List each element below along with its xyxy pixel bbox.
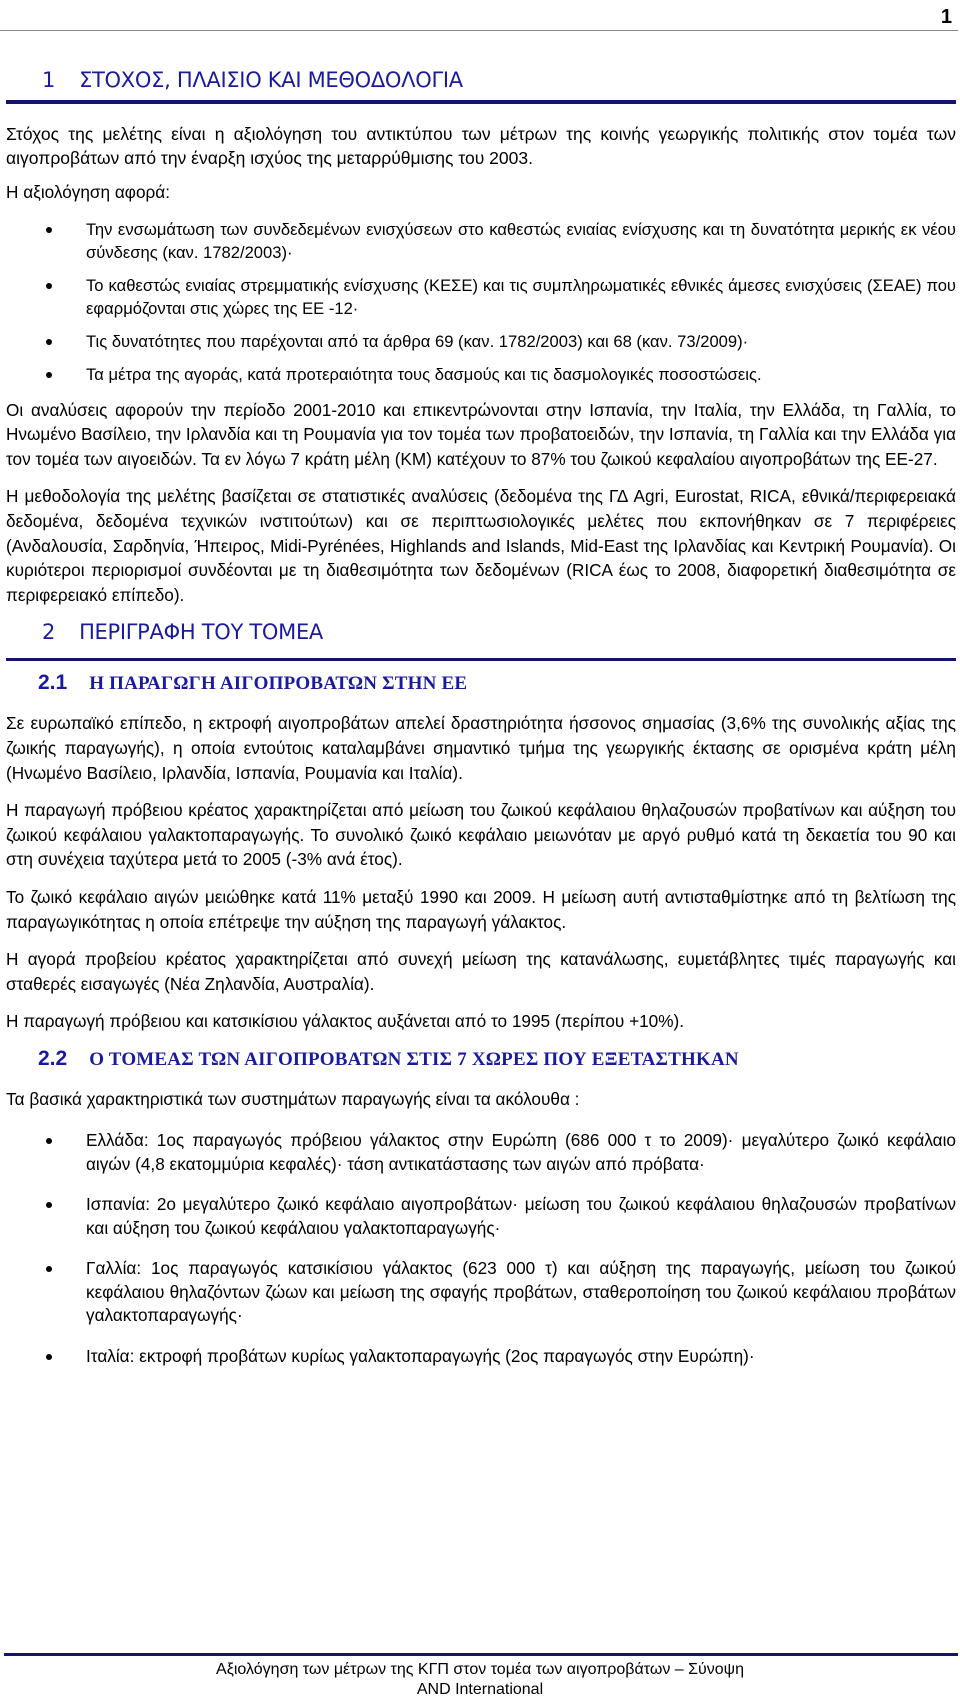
list-item: Ελλάδα: 1ος παραγωγός πρόβειου γάλακτος στην Ευρώπη (686 000 τ το 2009)· μεγαλύτερο ζωικό κεφάλαιο αιγών (4,8 εκατομμύρια κεφαλές)· τάση αντικατάστασης των αιγών από πρόβατα·	[6, 1129, 956, 1176]
page-number: 1	[940, 6, 952, 28]
section-2-title: ΠΕΡΙΓΡΑΦΗ ΤΟΥ ΤΟΜΕΑ	[79, 620, 323, 645]
evaluation-concerns-label: Η αξιολόγηση αφορά:	[6, 182, 170, 202]
section-2-heading	[6, 620, 956, 648]
analyses-paragraph: Οι αναλύσεις αφορούν την περίοδο 2001-2010 και επικεντρώνονται στην Ισπανία, την Ιταλία, την Ελλάδα, τη Γαλλία, το Ηνωμένο Βασίλειο, την Ιρλανδία και τη Ρουμανία για τον τομέα των προβατοειδών, την Ισπανία, τη Γαλλία και την Ελλάδα για τον τομέα των αιγοειδών. Τα εν λόγω 7 κράτη μέλη (ΚΜ) κατέχουν το 87% του ζωικού κεφαλαίου αιγοπροβάτων της ΕΕ-27.	[6, 399, 956, 469]
header-rule	[0, 30, 958, 31]
list-item: Ισπανία: 2ο μεγαλύτερο ζωικό κεφάλαιο αιγοπροβάτων· μείωση του ζωικού κεφάλαιου θηλαζουσών προβατίνων και αύξηση του ζωικού κεφάλαιου γαλακτοπαραγωγής·	[6, 1193, 956, 1240]
footer-title: Αξιολόγηση των μέτρων της ΚΓΠ στον τομέα των αιγοπροβάτων – Σύνοψη	[216, 1661, 744, 1678]
list-item: Την ενσωμάτωση των συνδεδεμένων ενισχύσεων στο καθεστώς ενιαίας ενίσχυσης και τη δυνατότητα μερικής εκ νέου σύνδεσης (καν. 1782/2003)·	[6, 218, 956, 264]
subsection-2-2-title: Ο ΤΟΜΕΑΣ ΤΩΝ ΑΙΓΟΠΡΟΒΑΤΩΝ ΣΤΙΣ 7 ΧΩΡΕΣ ΠΟΥ ΕΞΕΤΑΣΤΗΚΑΝ	[89, 1048, 739, 1070]
section-2-number: 2	[42, 620, 56, 645]
section-1-title: ΣΤΟΧΟΣ, ΠΛΑΙΣΙΟ ΚΑΙ ΜΕΘΟΔΟΛΟΓΙΑ	[79, 68, 463, 92]
paragraph: Το ζωικό κεφάλαιο αιγών μειώθηκε κατά 11% μεταξύ 1990 και 2009. Η μείωση αυτή αντισταθμίστηκε από τη βελτίωση της παραγωγικότητας η οποία επέτρεψε την αύξηση της παραγωγή γάλακτος.	[6, 886, 956, 932]
subsection-2-2-heading	[6, 1047, 956, 1071]
footer-organisation: AND International	[416, 1681, 544, 1698]
page-footer	[0, 1660, 960, 1700]
paragraph: Η αγορά προβείου κρέατος χαρακτηρίζεται από συνεχή μείωση της κατανάλωσης, ευμετάβλητες τιμές παραγωγής και σταθερές εισαγωγές (Νέα Ζηλανδία, Αυστραλία).	[6, 949, 956, 994]
section-1-number: 1	[42, 68, 56, 92]
subsection-2-1-heading	[6, 671, 956, 695]
list-item: Το καθεστώς ενιαίας στρεμματικής ενίσχυσης (ΚΕΣΕ) και τις συμπληρωματικές εθνικές άμεσες ενισχύσεις (ΣΕΑΕ) που εφαρμόζονται στις χώρες της ΕΕ -12·	[6, 274, 956, 320]
paragraph: Η παραγωγή πρόβειου και κατσικίσιου γάλακτος αυξάνεται από το 1995 (περίπου +10%).	[6, 1011, 685, 1032]
paragraph: Σε ευρωπαϊκό επίπεδο, η εκτροφή αιγοπροβάτων απελεί δραστηριότητα ήσσονος σημασίας (3,6% της συνολικής αξίας της ζωικής παραγωγής), η οποία εντούτοις καταλαμβάνει σημαντικό τμήμα της γεωργικής έκτασης σε ορισμένα κράτη μέλη (Ηνωμένο Βασίλειο, Ιρλανδία, Ισπανία, Ρουμανία και Ιταλία).	[6, 713, 956, 783]
production-systems-lead: Τα βασικά χαρακτηριστικά των συστημάτων παραγωγής είναι τα ακόλουθα :	[6, 1088, 580, 1109]
country-characteristics-list	[6, 1129, 956, 1368]
list-item: Τις δυνατότητες που παρέχονται από τα άρθρα 69 (καν. 1782/2003) και 68 (καν. 73/2009)·	[6, 330, 956, 353]
evaluation-concerns-list	[6, 218, 956, 386]
study-objective-paragraph: Στόχος της μελέτης είναι η αξιολόγηση του αντικτύπου των μέτρων της κοινής γεωργικής πολιτικής στον τομέα των αιγοπροβάτων από την έναρξη ισχύος της μεταρρύθμισης του 2003.	[6, 124, 956, 168]
paragraph: Η παραγωγή πρόβειου κρέατος χαρακτηρίζεται από μείωση του ζωικού κεφάλαιου θηλαζουσών προβατίνων και αύξηση του ζωικού κεφάλαιου γαλακτοπαραγωγής. Το συνολικό ζωικό κεφάλαιο μειωνόταν με αργό ρυθμό κατά τη δεκαετία του 90 και στη συνέχεια ταχύτερα μετά το 2005 (-3% ανά έτος).	[6, 800, 956, 870]
section-2-rule	[6, 658, 956, 661]
list-item: Γαλλία: 1ος παραγωγός κατσικίσιου γάλακτος (623 000 τ) και αύξηση της παραγωγής, μείωση του ζωικού κεφάλαιου θηλαζόντων ζώων και μείωση της σφαγής προβάτων, σταθεροποίηση του ζωικού κεφάλαιου προβάτων γαλακτοπαραγωγής·	[6, 1257, 956, 1328]
subsection-2-2-number: 2.2	[38, 1046, 68, 1070]
subsection-2-1-number: 2.1	[38, 671, 68, 695]
section-1-heading	[6, 62, 956, 104]
page-content	[6, 62, 956, 1385]
footer-rule	[4, 1653, 958, 1656]
subsection-2-1-title: Η ΠΑΡΑΓΩΓΗ ΑΙΓΟΠΡΟΒΑΤΩΝ ΣΤΗΝ ΕΕ	[89, 673, 468, 695]
list-item: Ιταλία: εκτροφή προβάτων κυρίως γαλακτοπαραγωγής (2ος παραγωγός στην Ευρώπη)·	[6, 1345, 956, 1369]
methodology-paragraph: Η μεθοδολογία της μελέτης βασίζεται σε στατιστικές αναλύσεις (δεδομένα της ΓΔ Agri, Eurostat, RICA, εθνικά/περιφερειακά δεδομένα, δεδομένα τεχνικών ινστιτούτων) και σε περιπτωσιολογικές μελέτες που εκπονήθηκαν σε 7 περιφέρειες (Ανδαλουσία, Σαρδηνία, Ήπειρος, Midi-Pyrénées, Highlands and Islands, Mid-East της Ιρλανδίας και Κεντρική Ρουμανία). Οι κυριότεροι περιορισμοί συνδέονται με τη διαθεσιμότητα των δεδομένων (RICA έως το 2008, διαφορετική διαθεσιμότητα σε περιφερειακό επίπεδο).	[6, 486, 956, 605]
list-item: Τα μέτρα της αγοράς, κατά προτεραιότητα τους δασμούς και τις δασμολογικές ποσοστώσεις.	[6, 363, 956, 386]
